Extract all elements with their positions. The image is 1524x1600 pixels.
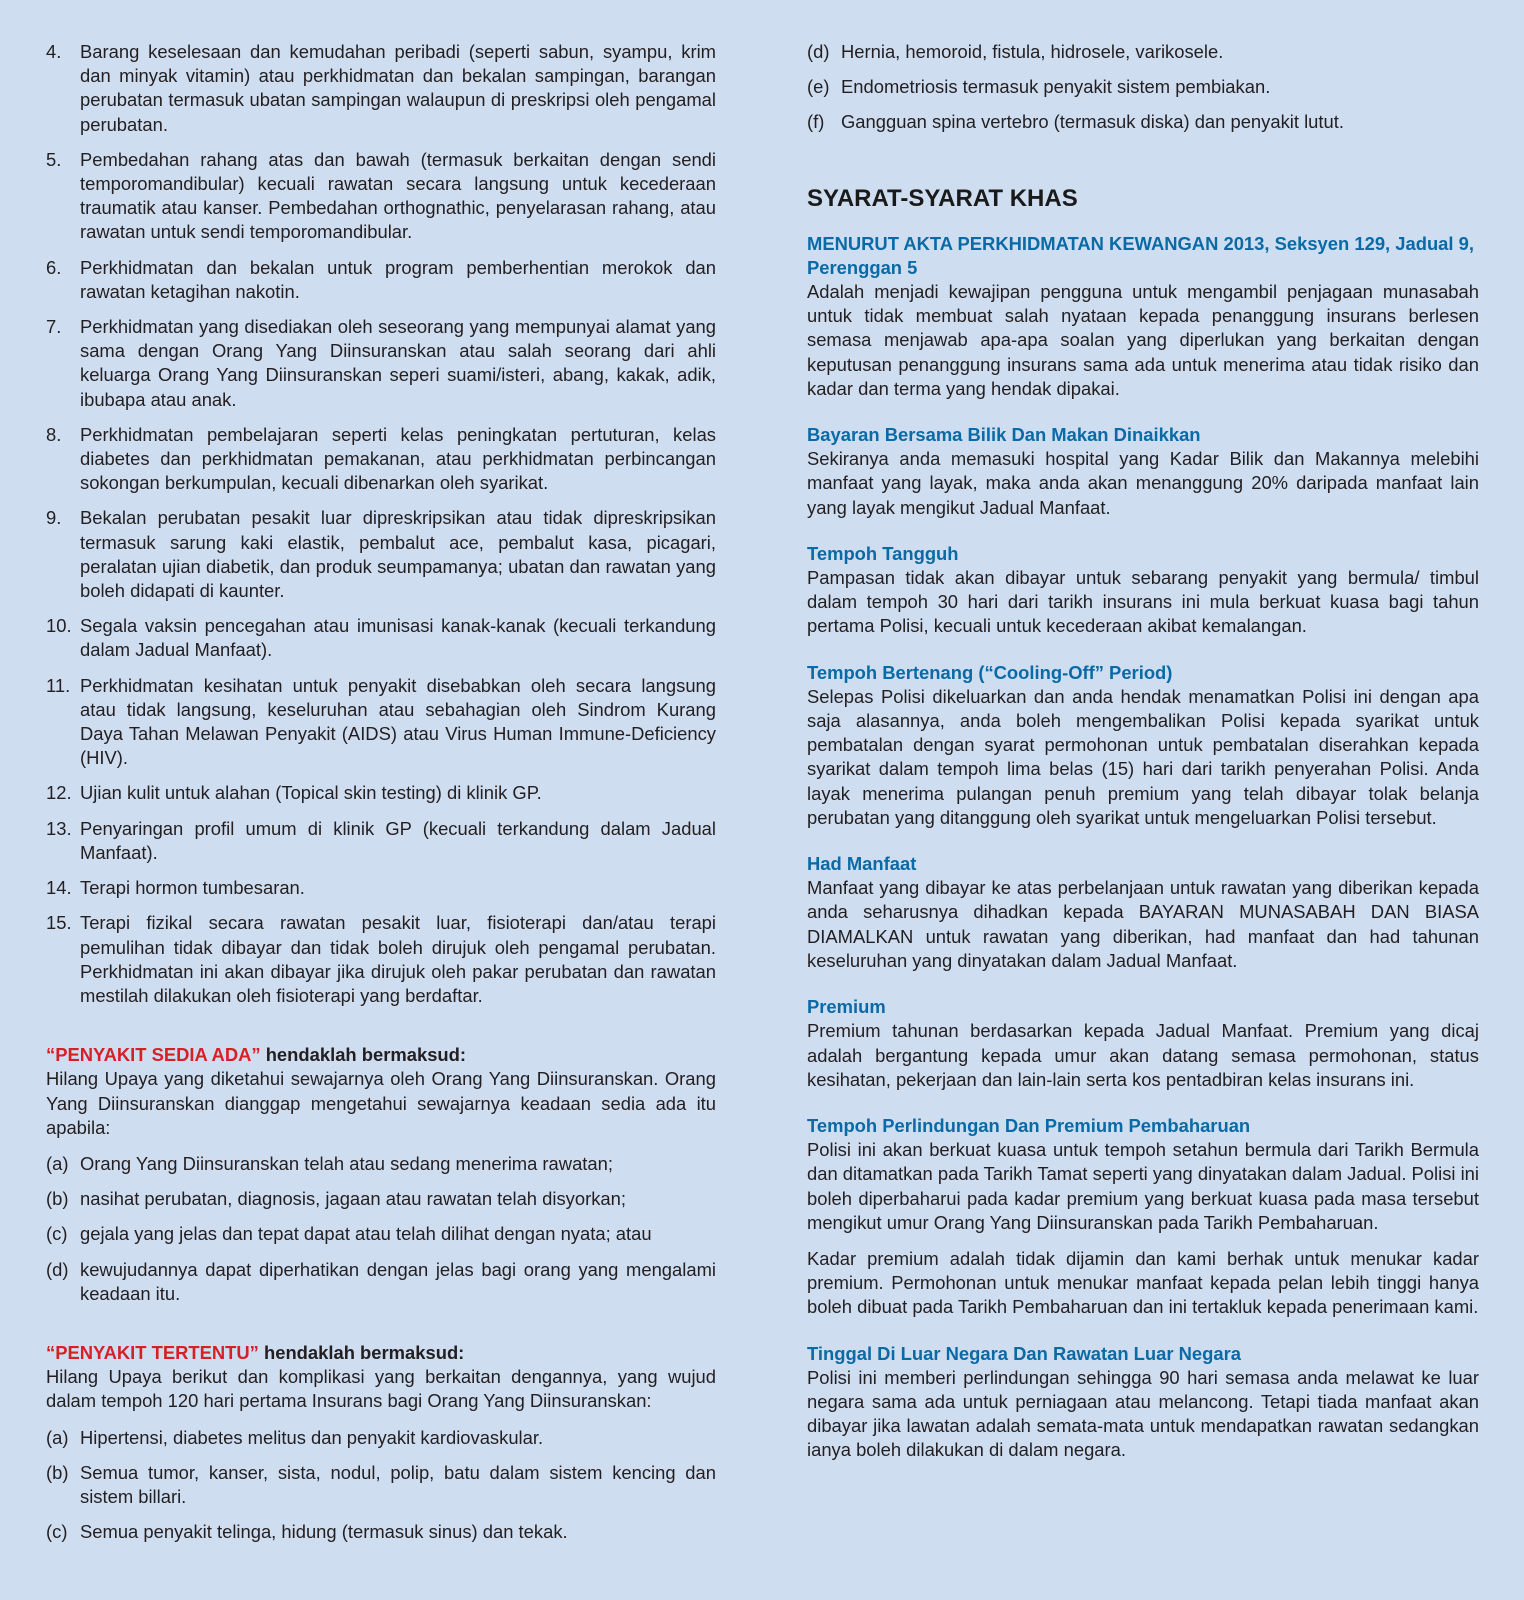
list-item xyxy=(807,75,1479,99)
item-text: Barang keselesaan dan kemudahan peribadi (seperti sabun, syampu, krim dan minyak vitamin) atau perkhidmatan dan bekalan sampingan, barangan perubatan termasuk ubatan sampingan walaupun di preskripsi oleh pengamal perubatan. xyxy=(80,41,716,135)
definition-heading-sedia-ada xyxy=(46,1043,716,1067)
section-paragraph: Selepas Polisi dikeluarkan dan anda hendak menamatkan Polisi ini dengan apa saja alasannya, anda boleh mengembalikan Polisi kepada syarikat untuk pembatalan dengan syarat permohonan untuk pembatalan diserahkan kepada syarikat dalam tempoh lima belas (15) hari dari tarikh penyerahan Polisi. Anda layak menerima pulangan penuh premium yang telah dibayar tolak belanja perubatan yang ditanggung oleh syarikat untuk mengeluarkan Polisi tersebut. xyxy=(807,685,1479,828)
list-item xyxy=(46,315,716,412)
section-tempoh-bertenang xyxy=(807,661,1479,830)
section-paragraph: Kadar premium adalah tidak dijamin dan kami berhak untuk menukar kadar premium. Permohonan untuk menukar manfaat kepada pelan lebih tinggi hanya boleh dibuat pada Tarikh Pembaharuan dan ini tertakluk kepada penerimaan kami. xyxy=(807,1247,1479,1318)
condition-list xyxy=(46,1152,716,1306)
definition-suffix: hendaklah bermaksud: xyxy=(260,1044,467,1066)
item-text: Perkhidmatan dan bekalan untuk program pemberhentian merokok dan rawatan ketagihan nakotin. xyxy=(80,256,716,302)
item-text: Hipertensi, diabetes melitus dan penyakit kardiovaskular. xyxy=(80,1426,544,1448)
section-paragraph: Manfaat yang dibayar ke atas perbelanjaan untuk rawatan yang diberikan kepada anda seharusnya dihadkan kepada BAYARAN MUNASABAH DAN BIASA DIAMALKAN untuk rawatan yang diberikan, had manfaat dan had tahunan keseluruhan yang dinyatakan dalam Jadual Manfaat. xyxy=(807,877,1479,971)
section-paragraph: Polisi ini akan berkuat kuasa untuk tempoh setahun bermula dari Tarikh Bermula dan ditamatkan pada Tarikh Tamat seperti yang dinyatakan dalam Jadual. Polisi ini boleh diperbaharui pada kadar premium yang berkuat kuasa pada masa tersebut mengikut umur Orang Yang Diinsuranskan pada Tarikh Pembaharuan. xyxy=(807,1139,1480,1233)
section-paragraph: Premium tahunan berdasarkan kepada Jadual Manfaat. Premium yang dicaj adalah bergantung kepada umur akan datang semasa permohonan, status kesihatan, pekerjaan dan lain-lain serta kos pentadbiran kelas insurans ini. xyxy=(807,1020,1479,1090)
item-text: Ujian kulit untuk alahan (Topical skin testing) di klinik GP. xyxy=(80,782,542,804)
section-subheading: Tinggal Di Luar Negara Dan Rawatan Luar Negara xyxy=(807,1342,1241,1364)
list-item xyxy=(46,506,716,603)
definition-term: “PENYAKIT SEDIA ADA” xyxy=(46,1044,261,1066)
item-text: kewujudannya dapat diperhatikan dengan jelas bagi orang yang mengalami keadaan itu. xyxy=(80,1258,716,1304)
section-subheading: Premium xyxy=(807,996,886,1018)
item-number: 5. xyxy=(46,148,62,170)
section-paragraph: Adalah menjadi kewajipan pengguna untuk mengambil penjagaan munasabah untuk tidak membuat salah nyataan kepada penanggung insurans berlesen semasa menjawab apa-apa soalan yang diperlukan yang berkaitan dengan keputusan penanggung insurans sama ada untuk menerima atau tidak risiko dan kadar dan terma yang hendak dipakai. xyxy=(807,281,1479,399)
item-number: 6. xyxy=(46,256,62,278)
item-label: (b) xyxy=(46,1188,69,1210)
section-akta xyxy=(807,232,1479,401)
item-label: (c) xyxy=(46,1223,68,1245)
section-luar-negara xyxy=(807,1342,1479,1463)
item-text: Perkhidmatan pembelajaran seperti kelas peningkatan pertuturan, kelas diabetes dan perkhidmatan pemakanan, atau perkhidmatan perbincangan sokongan berkumpulan, kecuali dibenarkan oleh syarikat. xyxy=(80,423,716,494)
item-text: Segala vaksin pencegahan atau imunisasi kanak-kanak (kecuali terkandung dalam Jadual Manfaat). xyxy=(80,615,716,661)
list-item xyxy=(46,817,716,865)
list-item xyxy=(46,1520,716,1544)
item-number: 8. xyxy=(46,423,62,445)
item-text: Endometriosis termasuk penyakit sistem pembiakan. xyxy=(841,76,1271,98)
item-text: Penyaringan profil umum di klinik GP (kecuali terkandung dalam Jadual Manfaat). xyxy=(80,817,716,863)
section-title: SYARAT-SYARAT KHAS xyxy=(807,184,1078,212)
definition-term: “PENYAKIT TERTENTU” xyxy=(46,1341,259,1363)
item-text: nasihat perubatan, diagnosis, jagaan atau rawatan telah disyorkan; xyxy=(80,1188,626,1210)
item-label: (f) xyxy=(807,111,825,133)
definition-intro: Hilang Upaya berikut dan komplikasi yang berkaitan dengannya, yang wujud dalam tempoh 120 hari pertama Insurans bagi Orang Yang Diinsuranskan: xyxy=(46,1366,716,1412)
list-item xyxy=(46,781,716,805)
item-number: 13. xyxy=(46,817,72,839)
item-text: Hernia, hemoroid, fistula, hidrosele, varikosele. xyxy=(841,41,1224,62)
item-text: Pembedahan rahang atas dan bawah (termasuk berkaitan dengan sendi temporomandibular) kecuali rawatan secara langsung untuk kecederaan traumatik atau kanser. Pembedahan orthognathic, penyelarasan rahang, atau rawatan untuk sendi temporomandibular. xyxy=(80,148,716,243)
item-label: (c) xyxy=(46,1521,68,1543)
item-number: 14. xyxy=(46,877,72,899)
list-item xyxy=(46,614,716,662)
section-subheading: Tempoh Bertenang (“Cooling-Off” Period) xyxy=(807,661,1173,683)
section-premium xyxy=(807,995,1479,1092)
item-text: gejala yang jelas dan tepat dapat atau telah dilihat dengan nyata; atau xyxy=(80,1223,652,1245)
item-text: Terapi hormon tumbesaran. xyxy=(80,877,305,899)
list-item xyxy=(46,1152,716,1176)
item-number: 10. xyxy=(46,615,72,637)
item-number: 11. xyxy=(46,674,71,696)
item-number: 15. xyxy=(46,912,72,934)
item-label: (e) xyxy=(807,76,830,98)
item-text: Semua tumor, kanser, sista, nodul, polip, batu dalam sistem kencing dan sistem billari. xyxy=(80,1461,716,1507)
section-subheading: Tempoh Perlindungan Dan Premium Pembaharuan xyxy=(807,1114,1251,1136)
definition-suffix: hendaklah bermaksud: xyxy=(258,1341,465,1363)
item-text: Terapi fizikal secara rawatan pesakit luar, fisioterapi dan/atau terapi pemulihan tidak dibayar dan tidak boleh dirujuk oleh pengamal perubatan. Perkhidmatan ini akan dibayar jika dirujuk oleh pakar perubatan dan rawatan mestilah dilakukan oleh fisioterapi yang berdaftar. xyxy=(80,912,716,1006)
list-item xyxy=(46,1426,716,1450)
left-column xyxy=(46,40,716,1555)
item-text: Bekalan perubatan pesakit luar dipreskripsikan atau tidak dipreskripsikan termasuk sarung kaki elastik, pembalut ace, pembalut kasa, picagari, peralatan ujian diabetik, dan produk seumpamanya; ubatan dan rawatan yang boleh didapati di kaunter. xyxy=(80,507,716,602)
item-label: (d) xyxy=(807,41,830,62)
right-column xyxy=(807,40,1479,1485)
list-item xyxy=(46,674,716,771)
item-label: (d) xyxy=(46,1258,69,1280)
definition-intro: Hilang Upaya yang diketahui sewajarnya oleh Orang Yang Diinsuranskan. Orang Yang Diinsuranskan dianggap mengetahui sewajarnya keadaan sedia ada itu apabila: xyxy=(46,1068,716,1138)
item-number: 4. xyxy=(46,41,62,62)
list-item xyxy=(807,110,1479,134)
section-paragraph: Pampasan tidak akan dibayar untuk sebarang penyakit yang bermula/ timbul dalam tempoh 30 hari dari tarikh insurans ini mula berkuat kuasa bagi tahun pertama Polisi, kecuali untuk kecederaan akibat kemalangan. xyxy=(807,567,1479,637)
list-item xyxy=(46,911,716,1008)
section-had-manfaat xyxy=(807,852,1479,973)
list-item xyxy=(46,1258,716,1306)
section-subheading: Had Manfaat xyxy=(807,853,917,875)
list-item xyxy=(46,1187,716,1211)
item-text: Semua penyakit telinga, hidung (termasuk sinus) dan tekak. xyxy=(80,1521,568,1543)
list-item xyxy=(46,40,716,137)
item-label: (b) xyxy=(46,1461,69,1483)
list-item xyxy=(46,1461,716,1509)
item-text: Perkhidmatan yang disediakan oleh seseorang yang mempunyai alamat yang sama dengan Orang Yang Diinsuranskan atau salah seorang dari ahli keluarga Orang Yang Diinsuranskan seperi suami/isteri, abang, kakak, adik, ibubapa atau anak. xyxy=(80,316,716,410)
list-item xyxy=(46,148,716,245)
definition-heading-tertentu xyxy=(46,1341,716,1365)
list-item xyxy=(46,1222,716,1246)
section-tempoh-perlindungan xyxy=(807,1114,1479,1320)
item-number: 9. xyxy=(46,507,62,529)
item-text: Gangguan spina vertebro (termasuk diska) dan penyakit lutut. xyxy=(841,111,1344,133)
section-paragraph: Sekiranya anda memasuki hospital yang Kadar Bilik dan Makannya melebihi manfaat yang layak, maka anda akan menanggung 20% daripada manfaat lain yang layak mengikut Jadual Manfaat. xyxy=(807,448,1479,518)
section-subheading: Tempoh Tangguh xyxy=(807,542,959,564)
item-number: 7. xyxy=(46,316,62,338)
section-tempoh-tangguh xyxy=(807,542,1479,639)
list-item xyxy=(46,256,716,304)
list-item xyxy=(807,40,1479,64)
condition-list xyxy=(46,1426,716,1545)
section-subheading: Bayaran Bersama Bilik Dan Makan Dinaikkan xyxy=(807,424,1201,446)
section-subheading: MENURUT AKTA PERKHIDMATAN KEWANGAN 2013, Seksyen 129, Jadual 9, Perenggan 5 xyxy=(807,232,1474,278)
item-text: Orang Yang Diinsuranskan telah atau sedang menerima rawatan; xyxy=(80,1152,613,1174)
item-number: 12. xyxy=(46,782,72,804)
section-bayaran-bersama xyxy=(807,423,1479,520)
list-item xyxy=(46,423,716,496)
item-label: (a) xyxy=(46,1152,69,1174)
condition-list-continued xyxy=(807,40,1479,135)
exclusion-list xyxy=(46,40,716,1008)
section-paragraph: Polisi ini memberi perlindungan sehingga 90 hari semasa anda melawat ke luar negara sama ada untuk perniagaan atau melancong. Tetapi tiada manfaat akan dibayar jika lawatan adalah semata-mata untuk mendapatkan rawatan sedangkan ianya boleh dilakukan di dalam negara. xyxy=(807,1366,1479,1461)
list-item xyxy=(46,876,716,900)
item-label: (a) xyxy=(46,1426,69,1448)
item-text: Perkhidmatan kesihatan untuk penyakit disebabkan oleh secara langsung atau tidak langsung, keseluruhan atau sebahagian oleh Sindrom Kurang Daya Tahan Melawan Penyakit (AIDS) atau Virus Human Immune-Deficiency (HIV). xyxy=(80,674,716,769)
